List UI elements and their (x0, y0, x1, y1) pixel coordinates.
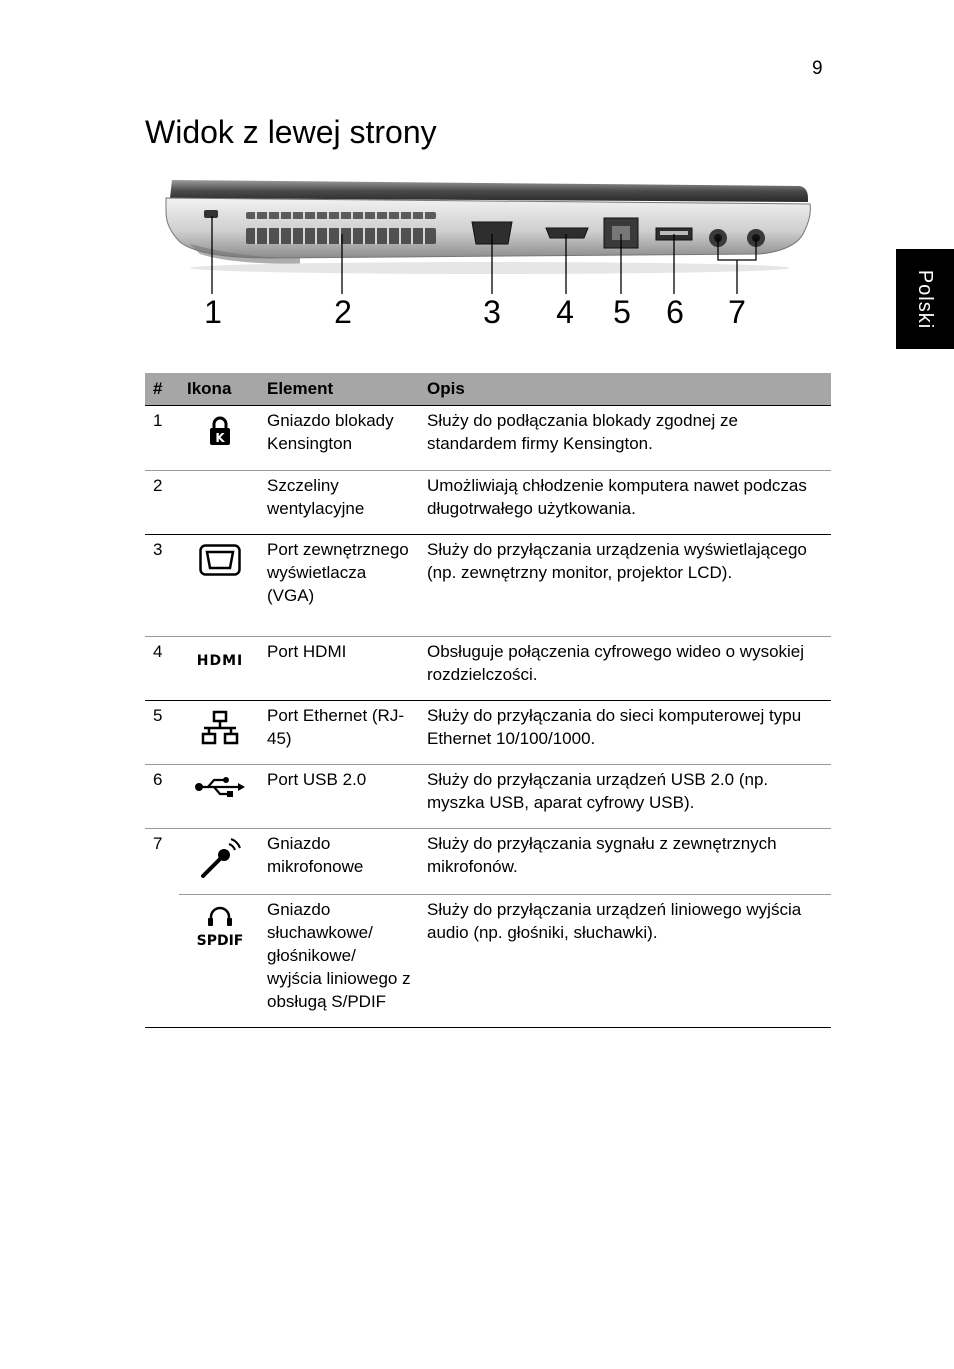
header-number: # (145, 373, 179, 406)
row-element: Szczeliny wentylacyjne (259, 471, 419, 535)
language-tab (896, 249, 954, 349)
hdmi-icon (179, 637, 259, 701)
row-description: Służy do przyłączania urządzeń USB 2.0 (np. myszka USB, aparat cyfrowy USB). (419, 765, 831, 829)
ports-table (145, 373, 831, 1028)
row-description: Służy do przyłączania urządzenia wyświetlającego (np. zewnętrzny monitor, projektor LCD). (419, 535, 831, 637)
table-row (145, 765, 831, 829)
table-row (145, 829, 831, 895)
header-icon: Ikona (179, 373, 259, 406)
row-description: Obsługuje połączenia cyfrowego wideo o wysokiej rozdzielczości. (419, 637, 831, 701)
row-number: 1 (145, 406, 179, 471)
row-element: Port Ethernet (RJ-45) (259, 701, 419, 765)
kensington-lock-icon (179, 406, 259, 471)
page-title: Widok z lewej strony (145, 114, 437, 150)
row-number: 4 (145, 637, 179, 701)
callout-7: 7 (728, 294, 746, 330)
row-element: Port USB 2.0 (259, 765, 419, 829)
row-description: Służy do podłączania blokady zgodnej ze standardem firmy Kensington. (419, 406, 831, 471)
table-row (145, 471, 831, 535)
table-row (145, 535, 831, 637)
row-description: Służy do przyłączania sygnału z zewnętrznych mikrofonów. (419, 829, 831, 895)
row-number: 3 (145, 535, 179, 637)
callout-1: 1 (204, 294, 222, 330)
row-number: 6 (145, 765, 179, 829)
table-row (145, 701, 831, 765)
callout-6: 6 (666, 294, 684, 330)
header-element: Element (259, 373, 419, 406)
callout-2: 2 (334, 294, 352, 330)
table-row (145, 406, 831, 471)
table-row (145, 637, 831, 701)
row-number: 2 (145, 471, 179, 535)
row-number: 5 (145, 701, 179, 765)
vga-port-icon (179, 535, 259, 637)
svg-text:HDMI: HDMI (196, 653, 244, 669)
row-description: Umożliwiają chłodzenie komputera nawet podczas długotrwałego użytkowania. (419, 471, 831, 535)
callout-3: 3 (483, 294, 501, 330)
table-row (145, 895, 831, 1028)
row-element: Port HDMI (259, 637, 419, 701)
callout-4: 4 (556, 294, 574, 330)
laptop-left-side-illustration (160, 172, 815, 297)
row-number (145, 895, 179, 1028)
row-icon-empty (179, 471, 259, 535)
svg-text:K: K (215, 431, 225, 445)
row-description: Służy do przyłączania do sieci komputerowej typu Ethernet 10/100/1000. (419, 701, 831, 765)
row-number: 7 (153, 834, 163, 853)
usb-icon (179, 765, 259, 829)
headphones-spdif-icon (179, 895, 259, 1028)
row-description: Służy do przyłączania urządzeń liniowego wyjścia audio (np. głośniki, słuchawki). (419, 895, 831, 1028)
microphone-icon (179, 829, 259, 895)
row-element: Gniazdo słuchawkowe/ głośnikowe/ wyjścia liniowego z obsługą S/PDIF (259, 895, 419, 1028)
row-element: Port zewnętrznego wyświetlacza (VGA) (259, 535, 419, 637)
table-header-row (145, 373, 831, 406)
row-element: Gniazdo mikrofonowe (259, 829, 419, 895)
language-tab-label: Polski (914, 269, 937, 329)
callout-5: 5 (613, 294, 631, 330)
row-element: Gniazdo blokady Kensington (259, 406, 419, 471)
ethernet-icon (179, 701, 259, 765)
svg-text:SPDIF: SPDIF (196, 933, 244, 948)
page-number: 9 (812, 58, 823, 79)
header-description: Opis (419, 373, 831, 406)
